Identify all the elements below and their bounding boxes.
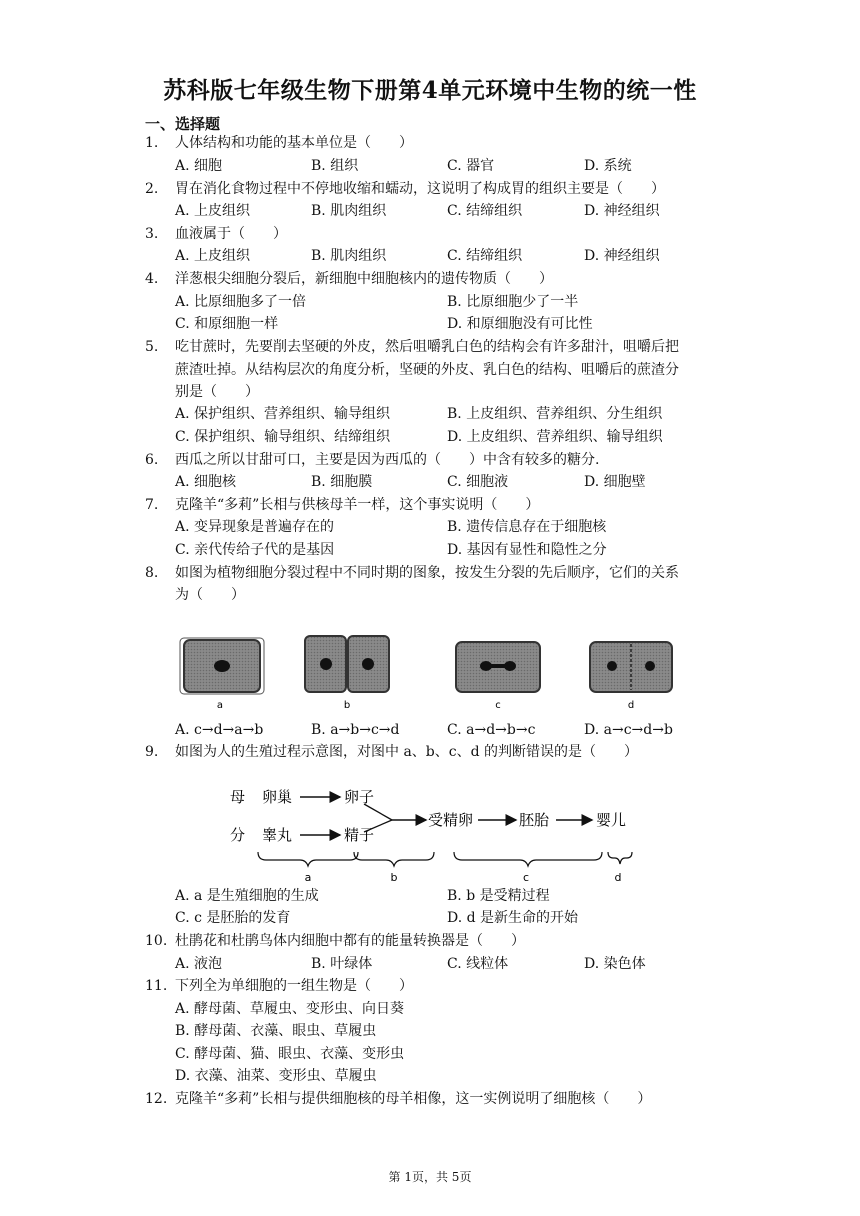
option: C. 保护组织、输导组织、结缔组织 xyxy=(175,429,391,445)
question-text: 人体结构和功能的基本单位是（ ） xyxy=(175,135,413,151)
question-number: 7. xyxy=(145,497,159,513)
question-text: 杜鹃花和杜鹃鸟体内细胞中都有的能量转换器是（ ） xyxy=(175,933,525,949)
option: A. a 是生殖细胞的生成 xyxy=(175,888,319,904)
option: D. 基因有显性和隐性之分 xyxy=(447,542,607,558)
label-testis: 睾丸 xyxy=(262,826,293,844)
label-mother: 母 xyxy=(230,788,246,806)
option: A. 比原细胞多了一倍 xyxy=(175,294,307,310)
option: B. 遗传信息存在于细胞核 xyxy=(447,519,607,535)
question-text: 别是（ ） xyxy=(175,384,259,400)
cell-division-figure xyxy=(178,630,688,712)
label-b: b xyxy=(343,700,351,711)
cell-c xyxy=(456,642,540,711)
option: A. 细胞 xyxy=(175,158,223,174)
page-title: 苏科版七年级生物下册第4单元环境中生物的统一性 xyxy=(163,77,697,104)
reproduction-diagram xyxy=(222,782,642,884)
option: D. 神经组织 xyxy=(584,203,660,219)
option: A. 酵母菌、草履虫、变形虫、向日葵 xyxy=(175,1001,405,1017)
label-zygote: 受精卵 xyxy=(428,811,474,829)
question-number: 3. xyxy=(145,226,159,242)
section-heading: 一、选择题 xyxy=(145,115,221,133)
option: D. 和原细胞没有可比性 xyxy=(447,316,593,332)
option: C. 线粒体 xyxy=(447,956,509,972)
question-number: 9. xyxy=(145,744,159,760)
question-number: 5. xyxy=(145,339,159,355)
option: B. 上皮组织、营养组织、分生组织 xyxy=(447,406,663,422)
question-number: 8. xyxy=(145,565,159,581)
option: D. a→c→d→b xyxy=(584,722,673,738)
option: C. a→d→b→c xyxy=(447,722,536,738)
option: C. 和原细胞一样 xyxy=(175,316,279,332)
question-text: 血液属于（ ） xyxy=(175,226,287,242)
cell-a xyxy=(180,638,264,711)
option: B. 肌肉组织 xyxy=(311,203,387,219)
option: C. 酵母菌、猫、眼虫、衣藻、变形虫 xyxy=(175,1046,405,1062)
question-text: 胃在消化食物过程中不停地收缩和蠕动，这说明了构成胃的组织主要是（ ） xyxy=(175,181,665,197)
option: C. 亲代传给子代的是基因 xyxy=(175,542,335,558)
page-footer: 第 1页，共 5页 xyxy=(388,1170,472,1184)
question-text: 克隆羊“多莉”长相与供核母羊一样，这个事实说明（ ） xyxy=(175,497,540,513)
option: D. d 是新生命的开始 xyxy=(447,910,579,926)
label-ovary: 卵巢 xyxy=(262,788,293,806)
option: A. 液泡 xyxy=(175,956,223,972)
label-c: c xyxy=(495,700,501,711)
label-baby: 婴儿 xyxy=(596,811,627,829)
label-a: a xyxy=(216,700,224,711)
option: B. 组织 xyxy=(311,158,359,174)
option: D. 衣藻、油菜、变形虫、草履虫 xyxy=(175,1068,377,1084)
option: A. 上皮组织 xyxy=(175,203,251,219)
question-text: 为（ ） xyxy=(175,587,245,603)
question-text: 如图为人的生殖过程示意图，对图中 a、b、c、d 的判断错误的是（ ） xyxy=(175,744,639,760)
option: A. 变异现象是普遍存在的 xyxy=(175,519,335,535)
option: A. c→d→a→b xyxy=(175,722,264,738)
question-number: 2. xyxy=(145,181,159,197)
option: B. 叶绿体 xyxy=(311,956,373,972)
option: D. 细胞壁 xyxy=(584,474,646,490)
brace-c: c xyxy=(522,871,530,884)
option: B. 酵母菌、衣藻、眼虫、草履虫 xyxy=(175,1023,377,1039)
option: C. 结缔组织 xyxy=(447,248,523,264)
question-number: 11. xyxy=(145,978,168,994)
question-number: 10. xyxy=(145,933,168,949)
question-text: 吃甘蔗时，先要削去坚硬的外皮，然后咀嚼乳白色的结构会有许多甜汁，咀嚼后把 xyxy=(175,339,679,355)
cell-d xyxy=(590,642,672,711)
question-number: 6. xyxy=(145,452,159,468)
question-text: 蔗渣吐掉。从结构层次的角度分析，坚硬的外皮、乳白色的结构、咀嚼后的蔗渣分 xyxy=(175,362,679,378)
label-father: 分 xyxy=(230,826,246,844)
cell-b xyxy=(305,636,389,711)
option: B. b 是受精过程 xyxy=(447,888,550,904)
question-text: 克隆羊“多莉”长相与提供细胞核的母羊相像，这一实例说明了细胞核（ ） xyxy=(175,1091,652,1107)
option: B. 比原细胞少了一半 xyxy=(447,294,579,310)
brace-b: b xyxy=(390,871,398,884)
label-embryo: 胚胎 xyxy=(519,811,550,829)
option: A. 上皮组织 xyxy=(175,248,251,264)
option: B. a→b→c→d xyxy=(311,722,400,738)
option: A. 保护组织、营养组织、输导组织 xyxy=(175,406,391,422)
option: B. 肌肉组织 xyxy=(311,248,387,264)
option: B. 细胞膜 xyxy=(311,474,373,490)
brace-a: a xyxy=(304,871,312,884)
label-sperm: 精子 xyxy=(344,826,375,844)
question-text: 如图为植物细胞分裂过程中不同时期的图象，按发生分裂的先后顺序，它们的关系 xyxy=(175,565,679,581)
option: C. 细胞液 xyxy=(447,474,509,490)
question-number: 1. xyxy=(145,135,159,151)
option: A. 细胞核 xyxy=(175,474,237,490)
brace-d: d xyxy=(614,871,622,884)
option: D. 上皮组织、营养组织、输导组织 xyxy=(447,429,663,445)
label-egg: 卵子 xyxy=(344,788,375,806)
question-number: 4. xyxy=(145,271,159,287)
option: D. 染色体 xyxy=(584,956,646,972)
option: D. 系统 xyxy=(584,158,632,174)
option: C. c 是胚胎的发育 xyxy=(175,910,291,926)
option: D. 神经组织 xyxy=(584,248,660,264)
option: C. 结缔组织 xyxy=(447,203,523,219)
question-text: 洋葱根尖细胞分裂后，新细胞中细胞核内的遗传物质（ ） xyxy=(175,271,553,287)
label-d: d xyxy=(627,700,635,711)
question-text: 下列全为单细胞的一组生物是（ ） xyxy=(175,978,413,994)
question-number: 12. xyxy=(145,1091,168,1107)
question-text: 西瓜之所以甘甜可口，主要是因为西瓜的（ ）中含有较多的糖分. xyxy=(175,452,600,468)
option: C. 器官 xyxy=(447,158,495,174)
